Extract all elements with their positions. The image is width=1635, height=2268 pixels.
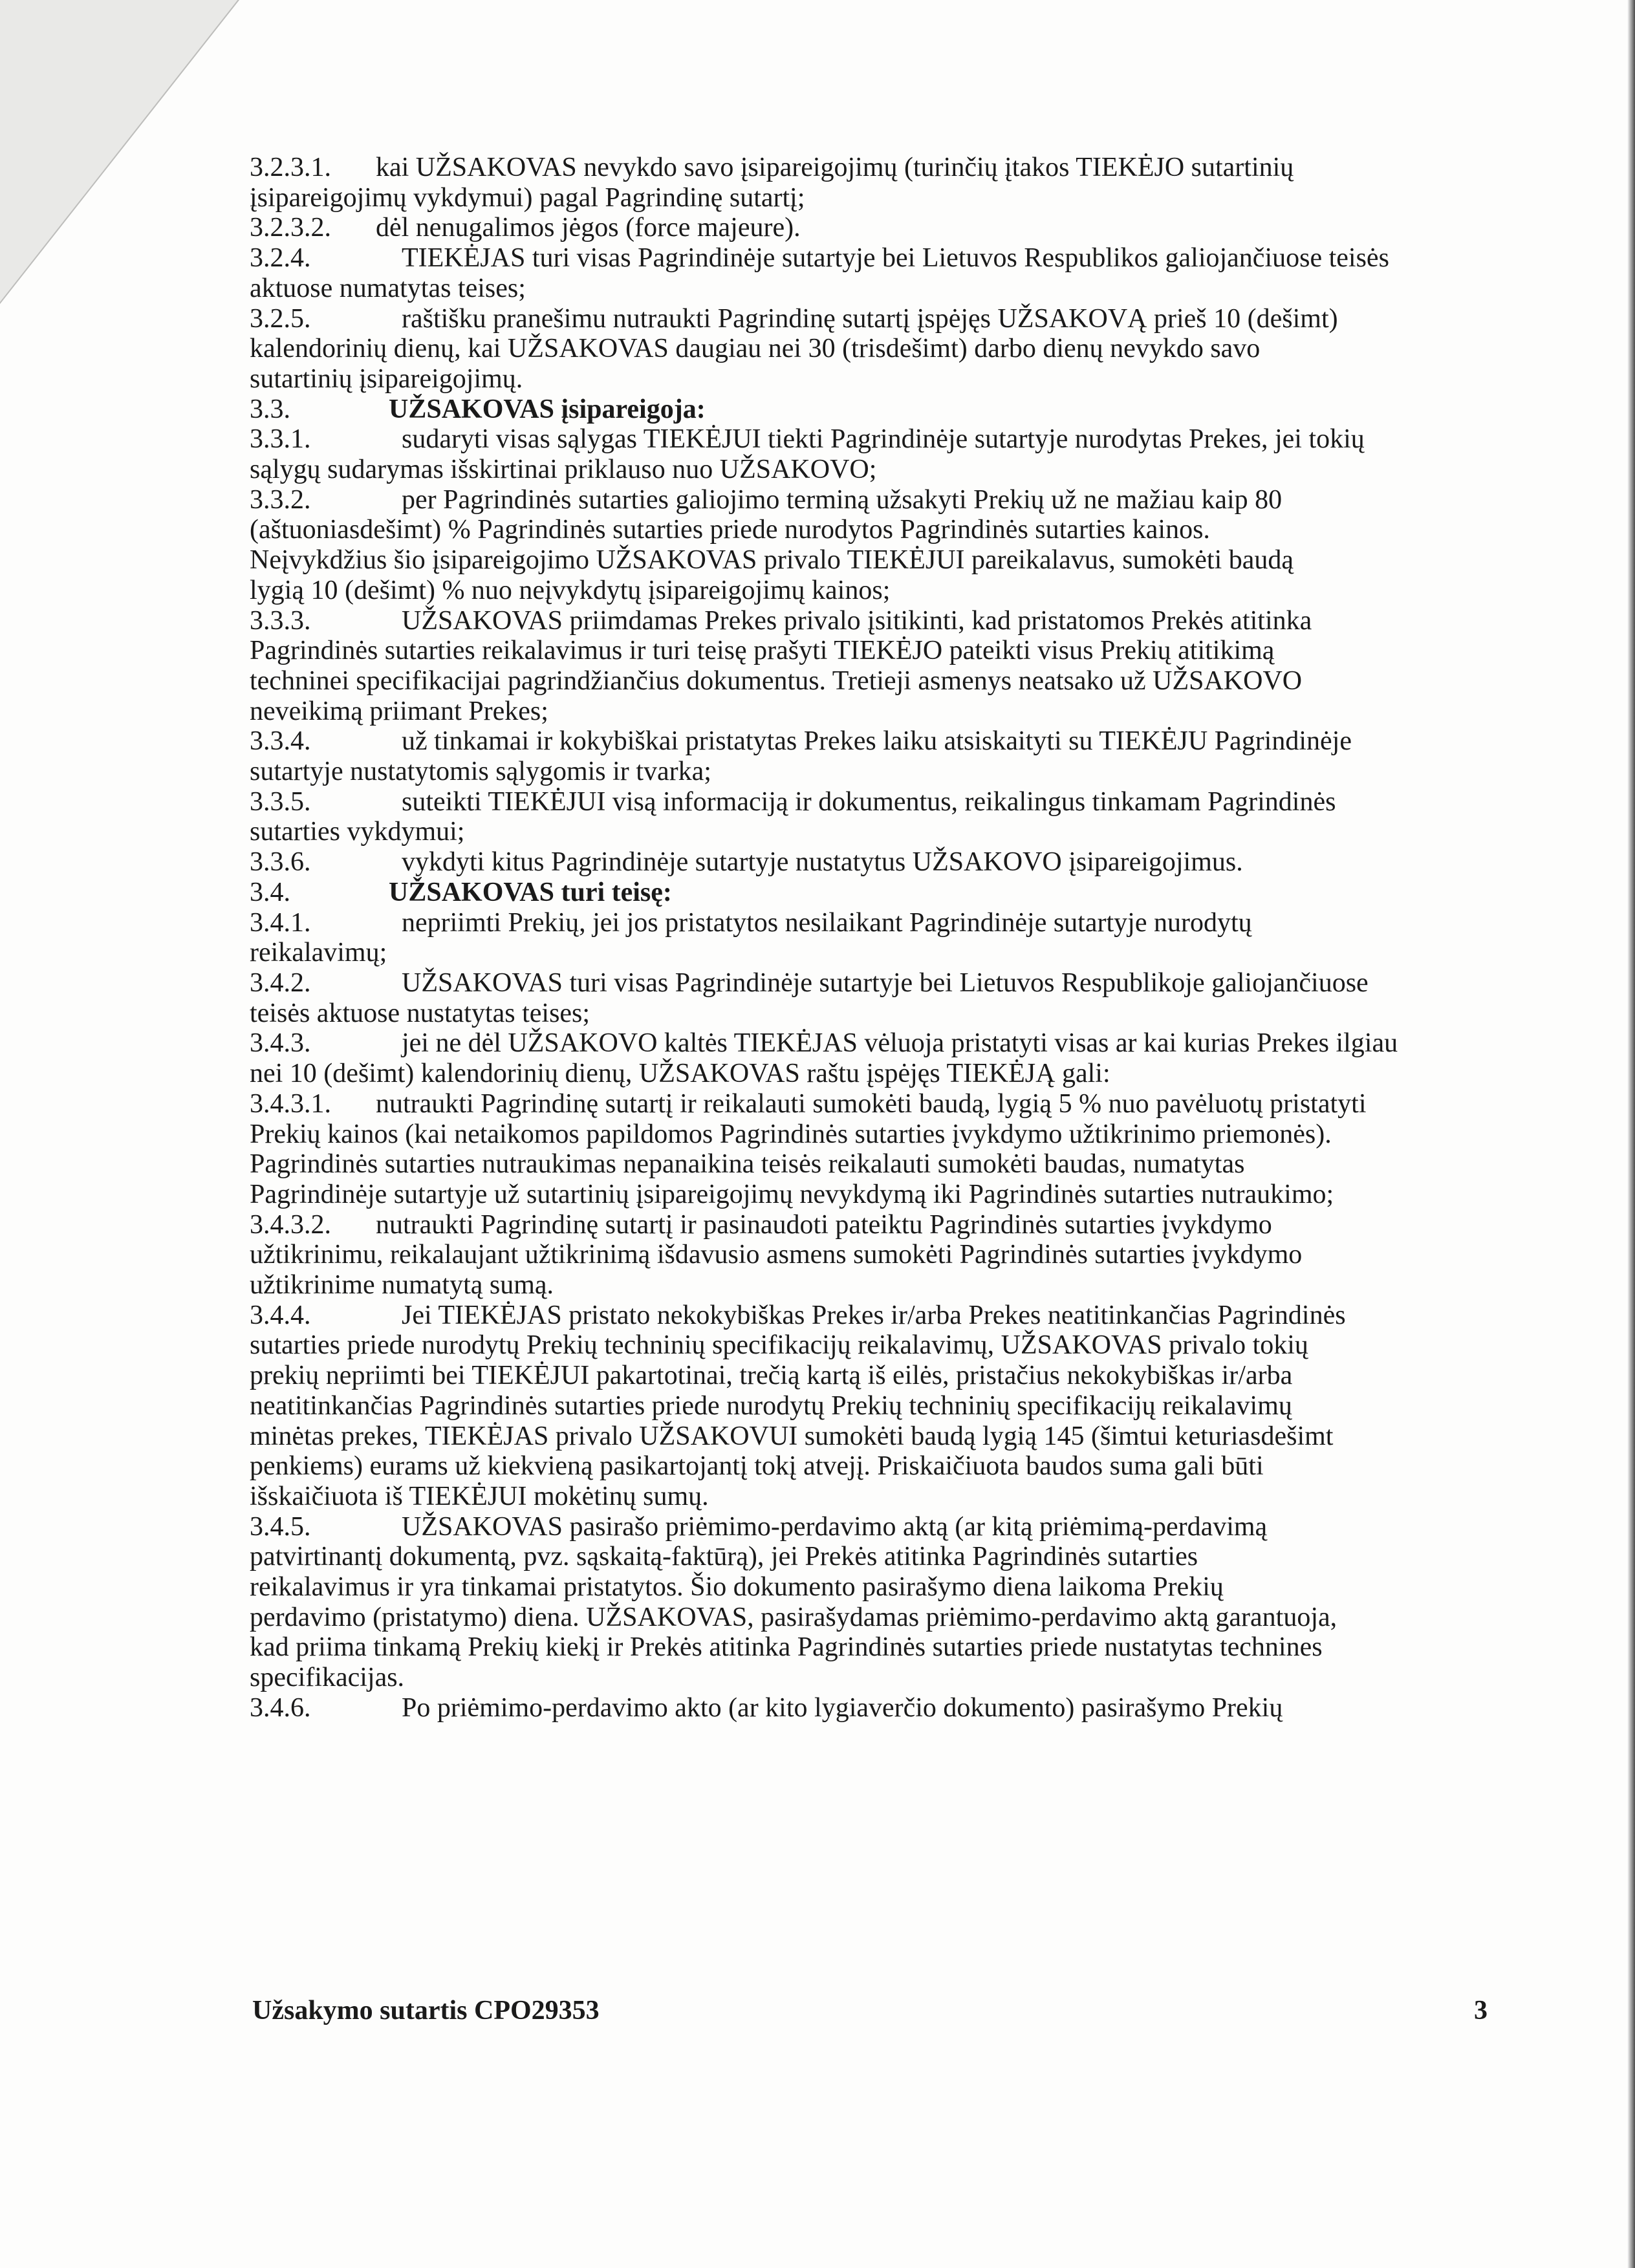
clause-number: 3.4.5.: [250, 1511, 311, 1542]
text-line: [250, 304, 1495, 334]
clause-text: nei 10 (dešimt) kalendorinių dienų, UŽSAKOVAS raštu įspėjęs TIEKĖJĄ gali:: [250, 1059, 1110, 1089]
clause-text: kad priima tinkamą Prekių kiekį ir Prekės atitinka Pagrindinės sutarties priede nustatytas technines: [250, 1632, 1323, 1663]
clause-number: 3.4.3.2.: [250, 1209, 331, 1240]
clause-text: raštišku pranešimu nutraukti Pagrindinę sutartį įspėjęs UŽSAKOVĄ prieš 10 (dešimt): [402, 303, 1338, 334]
text-line: [250, 1270, 1495, 1301]
clause-number: 3.2.3.1.: [250, 153, 331, 182]
clause-text: (aštuoniasdešimt) % Pagrindinės sutarties priede nurodytos Pagrindinės sutarties kainos.: [250, 515, 1210, 545]
clause-number: 3.4.3.: [250, 1028, 311, 1059]
clause-text: kalendorinių dienų, kai UŽSAKOVAS daugiau nei 30 (trisdešimt) darbo dienų nevykdo savo: [250, 334, 1261, 364]
clause-text: Pagrindinėje sutartyje už sutartinių įsipareigojimų nevykdymą iki Pagrindinės sutarties nutraukimo;: [250, 1179, 1334, 1209]
text-line: [250, 1180, 1495, 1210]
text-line: [250, 1089, 1495, 1119]
clause-text: užtikrinimu, reikalaujant užtikrinimą išdavusio asmens sumokėti Pagrindinės sutarties įvykdymo: [250, 1240, 1303, 1270]
text-line: [250, 364, 1495, 394]
text-line: [250, 545, 1495, 576]
text-line: [250, 515, 1495, 545]
clause-text: UŽSAKOVAS pasirašo priėmimo-perdavimo aktą (ar kitą priėmimą-perdavimą: [402, 1511, 1268, 1542]
text-line: [250, 666, 1495, 697]
text-line: [250, 938, 1495, 968]
clause-text: teisės aktuose nustatytas teises;: [250, 998, 590, 1028]
clause-number: 3.4.1.: [250, 907, 311, 938]
text-line: [250, 1240, 1495, 1270]
clause-text: nepriimti Prekių, jei jos pristatytos nesilaikant Pagrindinėje sutartyje nurodytų: [402, 907, 1252, 938]
clause-number: 3.3.4.: [250, 726, 311, 757]
text-line: [250, 1632, 1495, 1663]
clause-text: Pagrindinės sutarties reikalavimus ir turi teisę prašyti TIEKĖJO pateikti visus Prekių atitikimą: [250, 636, 1275, 666]
text-line: [250, 394, 1495, 425]
clause-text: užtikrinime numatytą sumą.: [250, 1270, 554, 1301]
clause-number: 3.4.: [250, 877, 290, 907]
text-line: [250, 485, 1495, 515]
clause-text: UŽSAKOVAS turi visas Pagrindinėje sutartyje bei Lietuvos Respublikoje galiojančiuose: [402, 967, 1369, 998]
clause-text: specifikacijas.: [250, 1663, 405, 1693]
text-line: [250, 1482, 1495, 1512]
clause-text: išskaičiuota iš TIEKĖJUI mokėtinų sumų.: [250, 1481, 709, 1511]
clause-text: sutarties vykdymui;: [250, 817, 465, 847]
clause-text: Jei TIEKĖJAS pristato nekokybiškas Prekes ir/arba Prekes neatitinkančias Pagrindinės: [402, 1300, 1346, 1330]
text-line: [250, 1693, 1495, 1723]
clause-number: 3.2.4.: [250, 243, 311, 274]
text-line: [250, 424, 1495, 455]
clause-text: Prekių kainos (kai netaikomos papildomos Pagrindinės sutarties įvykdymo užtikrinimo priemonės).: [250, 1119, 1332, 1149]
text-line: [250, 1603, 1495, 1633]
clause-number: 3.2.5.: [250, 303, 311, 334]
clause-text: dėl nenugalimos jėgos (force majeure).: [376, 213, 801, 243]
clause-number: 3.3.: [250, 394, 290, 424]
text-line: [250, 968, 1495, 999]
text-line: [250, 817, 1495, 847]
clause-text: prekių nepriimti bei TIEKĖJUI pakartotinai, trečią kartą iš eilės, pristačius nekokybiškas ir/arba: [250, 1361, 1293, 1391]
text-line: [250, 274, 1495, 304]
text-line: [250, 697, 1495, 727]
text-line: [250, 183, 1495, 213]
clause-number: 3.3.3.: [250, 605, 311, 636]
clause-number: 3.3.5.: [250, 786, 311, 817]
text-line: [250, 1512, 1495, 1542]
text-line: [250, 1451, 1495, 1482]
text-line: [250, 1330, 1495, 1361]
clause-text: neatitinkančias Pagrindinės sutarties priede nurodytų Prekių techninių specifikacijų reikalavimų: [250, 1390, 1292, 1421]
clause-text: penkiems) eurams už kiekvieną pasikartojantį tokį atvejį. Priskaičiuota baudos suma gali būti: [250, 1451, 1264, 1482]
clause-text: nutraukti Pagrindinę sutartį ir reikalauti sumokėti baudą, lygią 5 % nuo pavėluotų pristatyti: [376, 1088, 1367, 1119]
text-line: [250, 757, 1495, 787]
text-line: [250, 878, 1495, 908]
text-line: [250, 726, 1495, 757]
text-line: [250, 606, 1495, 636]
text-line: [250, 1210, 1495, 1240]
text-line: [250, 1572, 1495, 1603]
scan-edge-shadow: [1627, 0, 1635, 2268]
text-line: [250, 847, 1495, 878]
clause-text: Po priėmimo-perdavimo akto (ar kito lygiaverčio dokumento) pasirašymo Prekių: [402, 1692, 1283, 1723]
text-line: [250, 636, 1495, 666]
text-line: [250, 1361, 1495, 1391]
text-line: [250, 1119, 1495, 1150]
clause-text: reikalavimus ir yra tinkamai pristatytos. Šio dokumento pasirašymo diena laikoma Prekių: [250, 1572, 1224, 1603]
clause-number: 3.4.2.: [250, 967, 311, 998]
clause-text: jei ne dėl UŽSAKOVO kaltės TIEKĖJAS vėluoja pristatyti visas ar kai kurias Prekes ilgiau: [402, 1028, 1398, 1059]
clause-text: UŽSAKOVAS priimdamas Prekes privalo įsitikinti, kad pristatomos Prekės atitinka: [402, 605, 1312, 636]
clause-number: 3.4.4.: [250, 1300, 311, 1330]
clause-text: sąlygų sudarymas išskirtinai priklauso nuo UŽSAKOVO;: [250, 455, 877, 485]
text-line: [250, 1391, 1495, 1421]
clause-text: sutarties priede nurodytų Prekių techninių specifikacijų reikalavimų, UŽSAKOVAS privalo tokių: [250, 1330, 1308, 1361]
clause-text: įsipareigojimų vykdymui) pagal Pagrindinę sutartį;: [250, 182, 805, 213]
clause-number: 3.3.2.: [250, 484, 311, 515]
text-line: [250, 1301, 1495, 1331]
text-line: [250, 213, 1495, 243]
footer-document-title: Užsakymo sutartis CPO29353: [252, 1996, 600, 2025]
clause-text: perdavimo (pristatymo) diena. UŽSAKOVAS, pasirašydamas priėmimo-perdavimo aktą garantuoja,: [250, 1602, 1337, 1632]
text-line: [250, 455, 1495, 485]
clause-text: reikalavimų;: [250, 938, 387, 968]
text-line: [250, 1421, 1495, 1452]
text-line: [250, 1542, 1495, 1572]
clause-number: 3.3.6.: [250, 847, 311, 878]
text-line: [250, 153, 1495, 183]
text-line: [250, 1028, 1495, 1059]
text-line: [250, 999, 1495, 1029]
section-heading: UŽSAKOVAS turi teisę:: [389, 877, 672, 907]
clause-number: 3.4.3.1.: [250, 1088, 331, 1119]
clause-number: 3.4.6.: [250, 1692, 311, 1723]
clause-text: Neįvykdžius šio įsipareigojimo UŽSAKOVAS privalo TIEKĖJUI pareikalavus, sumokėti baudą: [250, 545, 1294, 576]
clause-text: suteikti TIEKĖJUI visą informaciją ir dokumentus, reikalingus tinkamam Pagrindinės: [402, 786, 1336, 817]
clause-text: sutartyje nustatytomis sąlygomis ir tvarka;: [250, 757, 711, 787]
contract-body: [250, 153, 1495, 1723]
clause-number: 3.3.1.: [250, 424, 311, 455]
text-line: [250, 1059, 1495, 1089]
clause-text: už tinkamai ir kokybiškai pristatytas Prekes laiku atsiskaityti su TIEKĖJU Pagrindinėje: [402, 726, 1352, 757]
clause-text: per Pagrindinės sutarties galiojimo terminą užsakyti Prekių už ne mažiau kaip 80: [402, 484, 1283, 515]
text-line: [250, 787, 1495, 817]
clause-text: neveikimą priimant Prekes;: [250, 696, 548, 726]
clause-text: TIEKĖJAS turi visas Pagrindinėje sutartyje bei Lietuvos Respublikos galiojančiuose teisės: [402, 243, 1389, 274]
text-line: [250, 243, 1495, 274]
clause-text: Pagrindinės sutarties nutraukimas nepanaikina teisės reikalauti sumokėti baudas, numatytas: [250, 1149, 1245, 1180]
text-line: [250, 1663, 1495, 1693]
clause-text: sutartinių įsipareigojimų.: [250, 363, 523, 394]
page-number: 3: [1474, 1996, 1488, 2025]
text-line: [250, 576, 1495, 606]
text-line: [250, 1149, 1495, 1180]
text-line: [250, 334, 1495, 364]
clause-number: 3.2.3.2.: [250, 213, 331, 243]
clause-text: nutraukti Pagrindinę sutartį ir pasinaudoti pateiktu Pagrindinės sutarties įvykdymo: [376, 1209, 1272, 1240]
clause-text: sudaryti visas sąlygas TIEKĖJUI tiekti Pagrindinėje sutartyje nurodytas Prekes, jei tokių: [402, 424, 1365, 455]
clause-text: lygią 10 (dešimt) % nuo neįvykdytų įsipareigojimų kainos;: [250, 575, 891, 605]
clause-text: vykdyti kitus Pagrindinėje sutartyje nustatytus UŽSAKOVO įsipareigojimus.: [402, 847, 1243, 878]
section-heading: UŽSAKOVAS įsipareigoja:: [389, 394, 706, 424]
clause-text: aktuose numatytas teises;: [250, 273, 526, 303]
clause-text: kai UŽSAKOVAS nevykdo savo įsipareigojimų (turinčių įtakos TIEKĖJO sutartinių: [376, 153, 1294, 182]
text-line: [250, 908, 1495, 938]
clause-text: patvirtinantį dokumentą, pvz. sąskaitą-faktūrą), jei Prekės atitinka Pagrindinės sutarties: [250, 1542, 1198, 1572]
clause-text: minėtas prekes, TIEKĖJAS privalo UŽSAKOVUI sumokėti baudą lygią 145 (šimtui keturiasdešimt: [250, 1421, 1334, 1451]
clause-text: techninei specifikacijai pagrindžiančius dokumentus. Tretieji asmenys neatsako už UŽSAKOVO: [250, 665, 1303, 696]
